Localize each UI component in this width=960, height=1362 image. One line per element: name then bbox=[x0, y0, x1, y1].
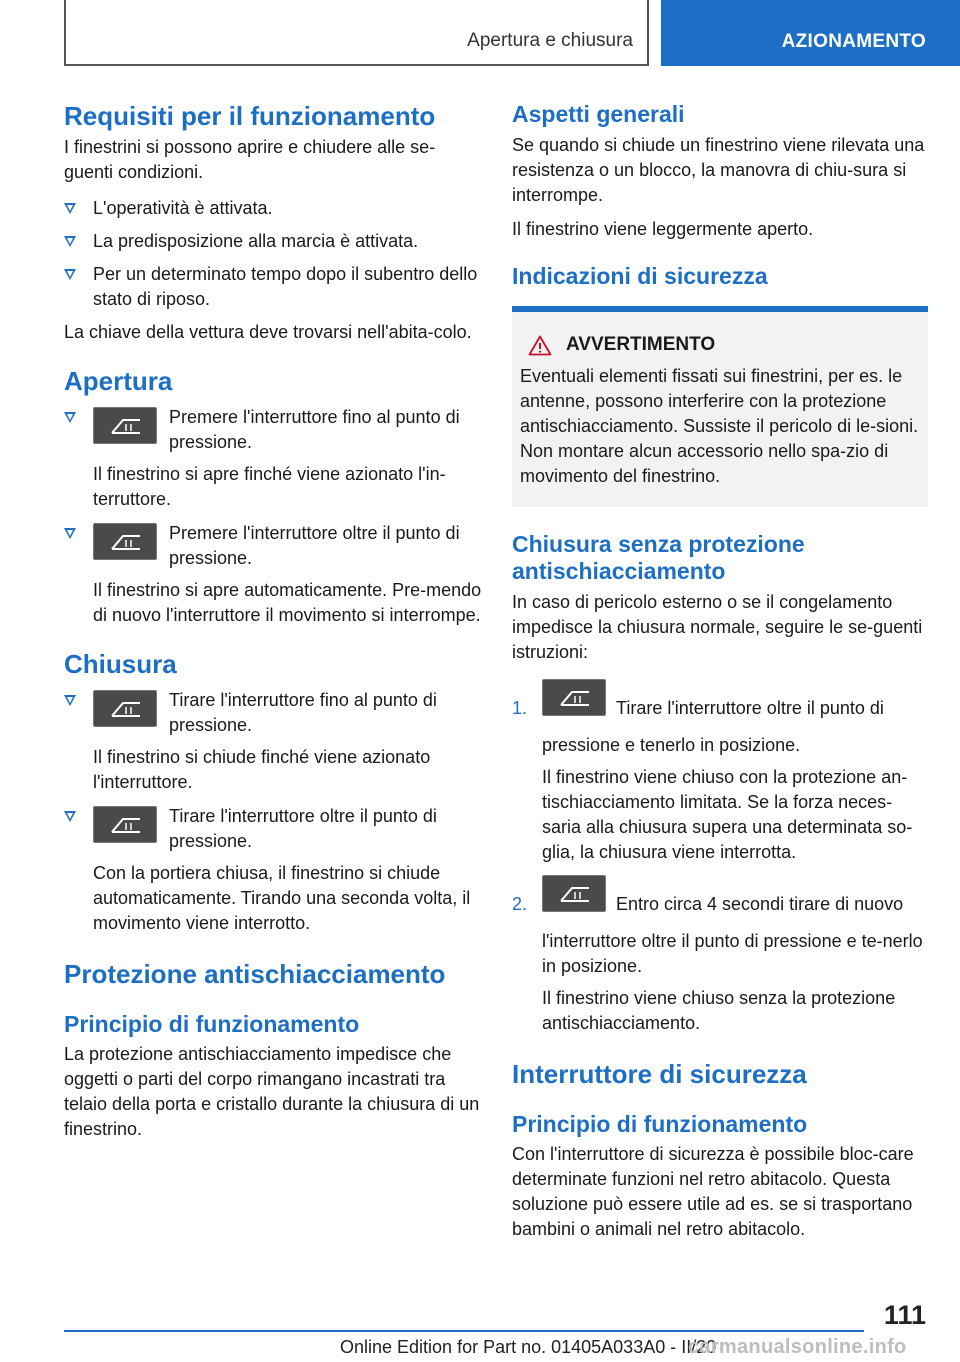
triangle-bullet-icon bbox=[64, 811, 76, 822]
list-item bbox=[64, 196, 482, 221]
window-switch-icon bbox=[93, 407, 157, 444]
numbered-step bbox=[512, 875, 928, 1036]
triangle-bullet-icon bbox=[64, 269, 76, 280]
step-number: 2. bbox=[512, 894, 528, 914]
left-column bbox=[64, 100, 482, 1142]
closing-heading: Chiusura bbox=[64, 649, 177, 679]
header-title: Apertura e chiusura bbox=[467, 30, 633, 51]
window-switch-icon bbox=[93, 690, 157, 727]
list-item bbox=[64, 262, 482, 312]
instruction-action: Tirare l'interruttore oltre il punto di pressione. bbox=[169, 806, 437, 851]
right-column bbox=[512, 100, 928, 1242]
window-switch-icon bbox=[93, 523, 157, 560]
instruction-action: Tirare l'interruttore fino al punto di pressione. bbox=[169, 690, 437, 735]
instruction-result: Il finestrino si chiude finché viene azionato l'interruttore. bbox=[93, 747, 431, 792]
principle-heading: Principio di funzionamento bbox=[64, 1011, 360, 1037]
step-action: Entro circa 4 secondi tirare di nuovo l'interruttore oltre il punto di pressione e te-nerlo in posizione. bbox=[542, 894, 923, 976]
header-section-tab bbox=[661, 0, 960, 66]
safety-switch-heading: Interruttore di sicurezza bbox=[512, 1059, 807, 1089]
triangle-bullet-icon bbox=[64, 236, 76, 247]
triangle-bullet-icon bbox=[64, 203, 76, 214]
warning-box bbox=[512, 306, 928, 507]
warning-title-row bbox=[520, 334, 920, 356]
header-title-box bbox=[64, 0, 649, 66]
step-number: 1. bbox=[512, 698, 528, 718]
list-item-text: La predisposizione alla marcia è attivata. bbox=[93, 231, 419, 251]
instruction-result: Con la portiera chiusa, il finestrino si chiude automaticamente. Tirando una seconda volta, il movimento viene interrotto. bbox=[93, 863, 471, 933]
numbered-step bbox=[512, 679, 928, 865]
window-switch-icon bbox=[542, 875, 606, 912]
list-item-text: L'operatività è attivata. bbox=[93, 198, 273, 218]
warning-text: Eventuali elementi fissati sui finestrini, per es. le antenne, possono interferire con la protezione antischiacciamento. Sussiste il pericolo di le-sioni. Non montare alcun accessorio nello spa-zio di movimento del finestrino. bbox=[520, 366, 919, 486]
general-text-2: Il finestrino viene leggermente aperto. bbox=[512, 219, 814, 239]
watermark: carmanualsonline.info bbox=[688, 1336, 907, 1358]
instruction-item bbox=[64, 405, 482, 512]
closing-without-protection-text: In caso di pericolo esterno o se il congelamento impedisce la chiusura normale, seguire le se-guenti istruzioni: bbox=[512, 592, 923, 662]
principle-text: La protezione antischiacciamento impedisce che oggetti o parti del corpo rimangano incastrati tra telaio della porta e cristallo durante la chiusura di un finestrino. bbox=[64, 1044, 480, 1139]
opening-heading: Apertura bbox=[64, 366, 173, 396]
principle-text-2: Con l'interruttore di sicurezza è possibile bloc-care determinate funzioni nel retro abitacolo. Questa soluzione può essere utile ad es. se si trasportano bambini o animali nel retro abitacolo. bbox=[512, 1144, 914, 1239]
closing-without-protection-heading: Chiusura senza protezione antischiacciamento bbox=[512, 531, 805, 584]
triangle-bullet-icon bbox=[64, 695, 76, 706]
page-number: 111 bbox=[883, 1300, 926, 1330]
instruction-action: Premere l'interruttore oltre il punto di pressione. bbox=[169, 523, 460, 568]
instruction-result: Il finestrino si apre finché viene azionato l'in-terruttore. bbox=[93, 464, 446, 509]
anti-pinch-heading: Protezione antischiacciamento bbox=[64, 959, 446, 989]
triangle-bullet-icon bbox=[64, 412, 76, 423]
instruction-result: Il finestrino si apre automaticamente. Pre-mendo di nuovo l'interruttore il movimento si interrompe. bbox=[93, 580, 482, 625]
instruction-action: Premere l'interruttore fino al punto di pressione. bbox=[169, 407, 460, 452]
key-note: La chiave della vettura deve trovarsi nell'abita-colo. bbox=[64, 322, 472, 342]
requirements-intro: I finestrini si possono aprire e chiudere alle se-guenti condizioni. bbox=[64, 137, 436, 182]
step-result: Il finestrino viene chiuso con la protezione an-tischiacciamento limitata. Se la forza neces-saria alla chiusura supera una determinata so-glia, la chiusura viene interrotta. bbox=[542, 767, 913, 862]
triangle-bullet-icon bbox=[64, 528, 76, 539]
general-heading: Aspetti generali bbox=[512, 101, 685, 127]
list-item-text: Per un determinato tempo dopo il subentro dello stato di riposo. bbox=[93, 264, 478, 309]
instruction-item bbox=[64, 804, 482, 936]
requirements-heading: Requisiti per il funzionamento bbox=[64, 101, 436, 131]
header-section-label: AZIONAMENTO bbox=[781, 31, 926, 52]
step-action: Tirare l'interruttore oltre il punto di pressione e tenerlo in posizione. bbox=[542, 698, 884, 755]
footer-divider bbox=[64, 1330, 864, 1332]
instruction-item bbox=[64, 688, 482, 795]
window-switch-icon bbox=[542, 679, 606, 716]
principle-heading-2: Principio di funzionamento bbox=[512, 1111, 808, 1137]
general-text: Se quando si chiude un finestrino viene rilevata una resistenza o un blocco, la manovra di chiu-sura si interrompe. bbox=[512, 135, 925, 205]
window-switch-icon bbox=[93, 806, 157, 843]
step-result: Il finestrino viene chiuso senza la protezione antischiacciamento. bbox=[542, 988, 896, 1033]
safety-heading: Indicazioni di sicurezza bbox=[512, 263, 768, 289]
footer-edition: Online Edition for Part no. 01405A033A0 - II/20 bbox=[340, 1337, 717, 1357]
list-item bbox=[64, 229, 482, 254]
warning-title: AVVERTIMENTO bbox=[566, 334, 716, 355]
warning-triangle-icon bbox=[528, 335, 552, 356]
instruction-item bbox=[64, 521, 482, 628]
